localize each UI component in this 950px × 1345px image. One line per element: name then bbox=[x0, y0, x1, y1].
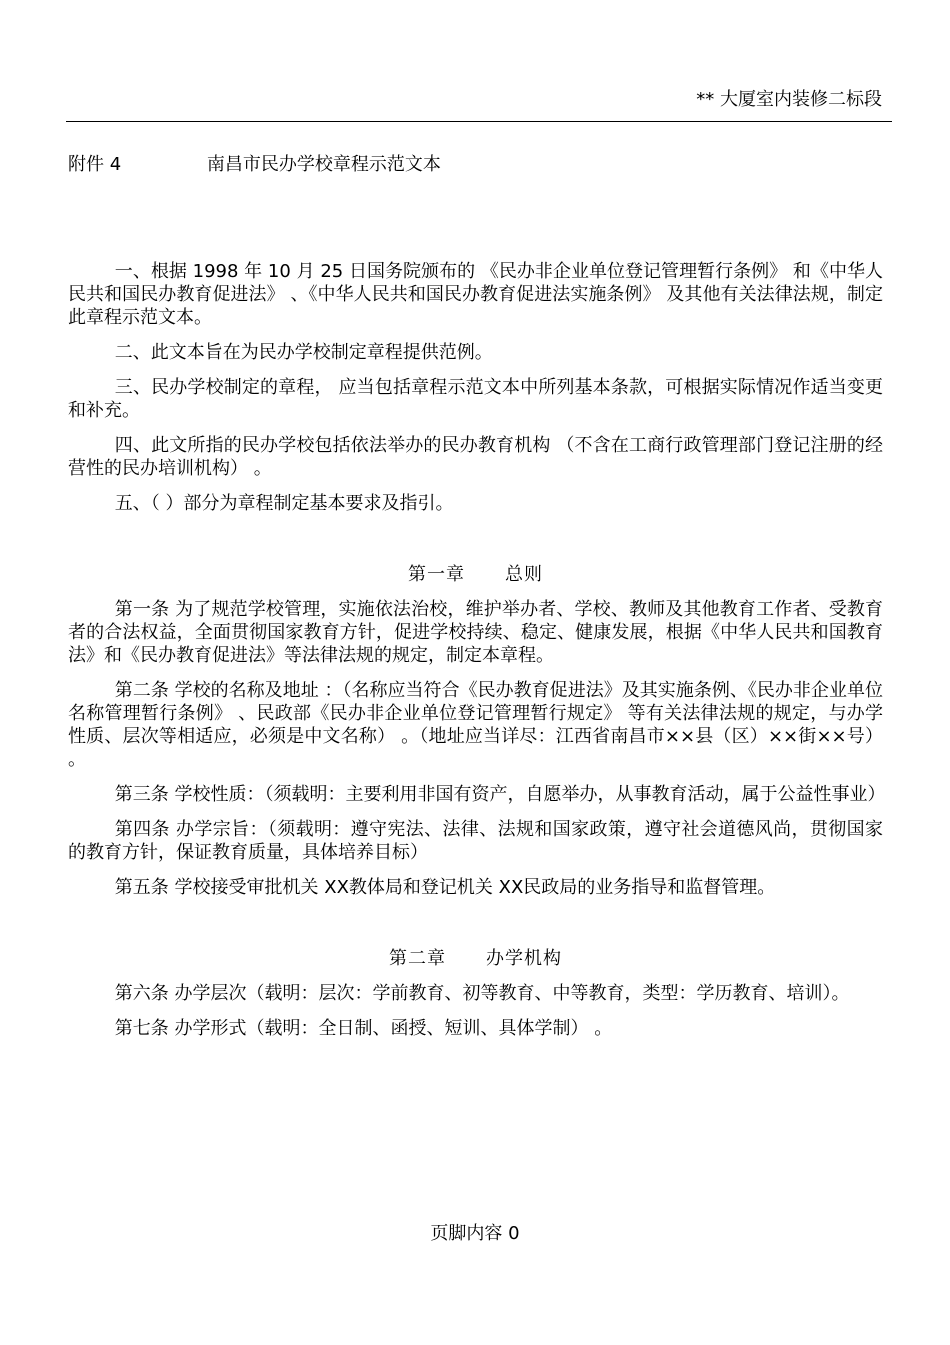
article-2: 第二条 学校的名称及地址 ：（名称应当符合《民办教育促进法》及其实施条例、《民办非企业单位名称管理暂行条例》 、民政部《民办非企业单位登记管理暂行规定》 等有关法律法规的规定，与办学性质、层次等相适应，必须是中文名称） 。（地址应当详尽：江西省南昌市××县（区）××街××号） 。 bbox=[68, 680, 883, 770]
chapter-2-number: 第二章 bbox=[389, 948, 446, 969]
article-1: 第一条 为了规范学校管理，实施依法治校，维护举办者、学校、教师及其他教育工作者、受教育者的合法权益，全面贯彻国家教育方针，促进学校持续、稳定、健康发展，根据《中华人民共和国教育法》和《民办教育促进法》等法律法规的规定，制定本章程。 bbox=[68, 599, 883, 666]
chapter-1-name: 总则 bbox=[505, 564, 543, 585]
page-footer: 页脚内容 0 bbox=[430, 1223, 520, 1244]
chapter-2-heading bbox=[68, 947, 883, 970]
document-title: 南昌市民办学校章程示范文本 bbox=[206, 154, 441, 175]
attachment-label: 附件 4 bbox=[68, 154, 122, 175]
article-5: 第五条 学校接受审批机关 XX教体局和登记机关 XX民政局的业务指导和监督管理。 bbox=[114, 877, 776, 898]
intro-paragraph-2: 二、此文本旨在为民办学校制定章程提供范例。 bbox=[114, 342, 493, 363]
article-3: 第三条 学校性质：（须载明：主要利用非国有资产，自愿举办，从事教育活动，属于公益性事业） bbox=[114, 784, 886, 805]
attachment-heading bbox=[68, 153, 441, 177]
page-header: ** 大厦室内装修二标段 bbox=[696, 89, 882, 110]
header-divider bbox=[66, 121, 892, 122]
intro-paragraph-4: 四、此文所指的民办学校包括依法举办的民办教育机构 （不含在工商行政管理部门登记注册的经营性的民办培训机构） 。 bbox=[68, 435, 883, 479]
chapter-1-heading bbox=[68, 563, 883, 586]
document-body bbox=[68, 260, 886, 1052]
chapter-1-number: 第一章 bbox=[408, 564, 465, 585]
article-6: 第六条 办学层次（载明：层次：学前教育、初等教育、中等教育，类型：学历教育、培训）。 bbox=[114, 983, 850, 1004]
intro-paragraph-3: 三、民办学校制定的章程， 应当包括章程示范文本中所列基本条款，可根据实际情况作适当变更和补充。 bbox=[68, 377, 883, 421]
article-4: 第四条 办学宗旨：（须载明：遵守宪法、法律、法规和国家政策，遵守社会道德风尚，贯彻国家的教育方针，保证教育质量，具体培养目标） bbox=[68, 819, 883, 863]
chapter-2-name: 办学机构 bbox=[486, 948, 562, 969]
intro-paragraph-5: 五、（ ）部分为章程制定基本要求及指引。 bbox=[114, 493, 454, 514]
article-7: 第七条 办学形式（载明：全日制、函授、短训、具体学制） 。 bbox=[114, 1018, 613, 1039]
intro-paragraph-1: 一、根据 1998 年 10 月 25 日国务院颁布的 《民办非企业单位登记管理暂行条例》 和《中华人民共和国民办教育促进法》 、《中华人民共和国民办教育促进法实施条例》 及其他有关法律法规，制定此章程示范文本。 bbox=[68, 261, 883, 328]
